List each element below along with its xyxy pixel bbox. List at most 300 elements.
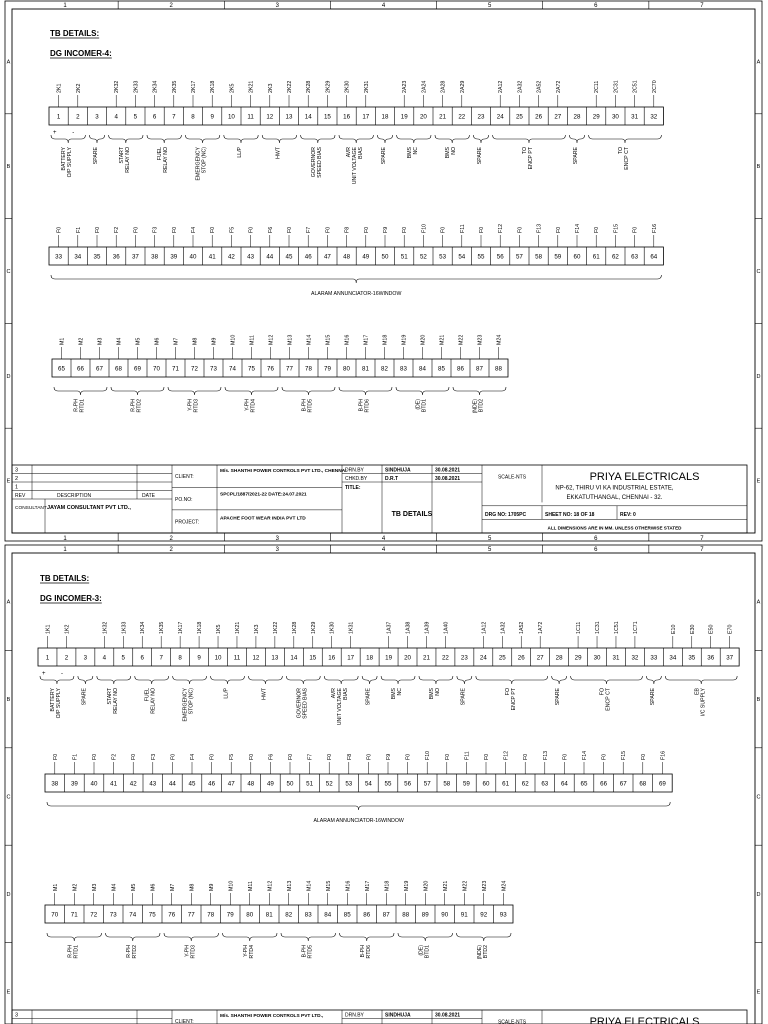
group-label-line: BMS — [445, 147, 452, 159]
group-label — [93, 146, 99, 164]
title-block — [12, 465, 747, 533]
group-label — [473, 399, 485, 414]
column-number: 1 — [63, 3, 67, 9]
group-label-line: Y-PH — [244, 399, 251, 411]
wire-number: F10 — [421, 223, 428, 233]
title-label: TITLE: — [345, 485, 361, 491]
revision-number: 3 — [15, 467, 19, 474]
wire-number: M4 — [111, 883, 118, 891]
minus-sign: - — [60, 671, 63, 677]
wire-number: M24 — [501, 880, 508, 891]
terminal-number: 17 — [347, 654, 355, 662]
group-brace — [282, 387, 335, 395]
group-brace — [106, 933, 161, 941]
group-brace — [435, 135, 469, 143]
terminal-number: 49 — [266, 780, 274, 788]
group-label — [224, 687, 230, 698]
scale-text: SCALE-NTS — [497, 1019, 527, 1024]
project-label: PROJECT: — [175, 519, 200, 526]
checked-by: D.R.T — [385, 476, 399, 482]
terminal-number: 51 — [400, 253, 408, 261]
terminal-number: 8 — [178, 654, 182, 662]
wire-number: F9 — [383, 226, 389, 233]
wire-number: M21 — [442, 880, 449, 891]
group-brace — [185, 135, 219, 143]
group-brace — [552, 676, 567, 684]
wire-number: M13 — [286, 880, 293, 891]
terminal-number: 67 — [96, 365, 103, 373]
wire-number: 1K1 — [45, 624, 52, 634]
wire-number: F5 — [229, 226, 236, 233]
wire-number: F0 — [562, 753, 569, 760]
wire-number: 2K35 — [171, 80, 178, 93]
wire-number: M7 — [169, 883, 176, 891]
wire-number: F0 — [479, 226, 485, 233]
terminal-strip-3 — [52, 335, 508, 414]
terminal-strip-1 — [49, 80, 663, 184]
group-label-line: ENCP CT — [624, 147, 630, 170]
group-label-line: ENCP CT — [605, 688, 612, 711]
terminal-number: 74 — [129, 911, 137, 919]
wire-number: 1A72 — [538, 621, 545, 634]
wire-number: M17 — [363, 334, 370, 345]
terminal-number: 9 — [210, 113, 214, 121]
group-label-line: SPARE — [93, 147, 99, 165]
group-brace — [173, 676, 207, 684]
group-brace — [47, 802, 670, 810]
wire-number: F0 — [56, 226, 63, 233]
wire-number: 1A52 — [519, 621, 526, 634]
terminal-number: 18 — [381, 113, 389, 121]
terminal-number: 79 — [226, 911, 234, 919]
group-label — [573, 146, 579, 164]
checked-by-label: CHKD.BY — [345, 476, 368, 482]
group-brace — [224, 135, 258, 143]
dimension-note: ALL DIMENSIONS ARE IN MM. UNLESS OTHERWISE STATED — [547, 525, 682, 531]
group-brace — [135, 676, 169, 684]
drawing-title: TB DETAILS — [391, 511, 433, 518]
wire-number: F4 — [190, 753, 196, 760]
terminal-number: 43 — [149, 780, 157, 788]
wire-number: F13 — [536, 223, 543, 233]
wire-number: M10 — [228, 880, 235, 891]
wire-number: F0 — [594, 226, 601, 233]
group-label-line: RTD1 — [79, 399, 86, 413]
row-letter: A — [756, 59, 761, 66]
wire-number: M3 — [91, 883, 98, 891]
group-label-line: RELAY NO — [112, 688, 119, 714]
wire-number: 1C11 — [576, 621, 583, 634]
group-brace — [51, 135, 85, 143]
terminal-number: 27 — [554, 113, 562, 121]
group-label — [600, 687, 612, 711]
wire-number: 1A39 — [424, 621, 431, 634]
terminal-number: 3 — [83, 654, 88, 662]
group-label — [445, 146, 457, 158]
group-brace — [396, 387, 449, 395]
group-label-line: RTD6 — [365, 945, 372, 959]
group-label — [346, 146, 364, 184]
wire-number: M9 — [208, 883, 215, 891]
wire-number: F0 — [287, 226, 293, 233]
terminal-number: 50 — [286, 780, 294, 788]
wire-number: M10 — [230, 334, 237, 345]
terminal-number: 82 — [381, 365, 388, 373]
terminal-number: 63 — [631, 253, 639, 261]
wire-number: 1C51 — [613, 621, 620, 634]
group-label-line: NC — [412, 147, 419, 155]
group-label — [261, 687, 267, 700]
group-brace — [211, 676, 245, 684]
wire-number: M12 — [267, 880, 274, 891]
terminal-number: 9 — [197, 654, 201, 662]
wire-number: F8 — [344, 226, 351, 233]
group-label — [381, 146, 387, 164]
group-label — [119, 146, 131, 173]
terminal-number: 60 — [573, 253, 581, 261]
group-label-line: TO — [618, 147, 624, 155]
terminal-number: 60 — [482, 780, 490, 788]
group-brace — [281, 933, 336, 941]
wire-number: 1K31 — [348, 621, 355, 634]
group-brace — [398, 933, 453, 941]
group-label-line: R-PH — [73, 399, 80, 412]
terminal-number: 92 — [480, 911, 488, 919]
wire-number: 2A52 — [536, 80, 543, 93]
terminal-number: 20 — [404, 654, 411, 662]
wire-number: M3 — [97, 337, 104, 345]
group-label — [618, 146, 630, 170]
wire-number: F0 — [402, 226, 409, 233]
group-brace — [248, 676, 282, 684]
terminal-number: 80 — [246, 911, 254, 919]
wire-number: F0 — [523, 753, 530, 760]
wire-number: 1A32 — [500, 621, 507, 634]
terminal-number: 71 — [172, 365, 179, 373]
group-label-line: FUEL — [144, 688, 151, 702]
wire-number: F15 — [613, 223, 620, 233]
group-label — [126, 945, 138, 959]
terminal-number: 21 — [439, 113, 447, 121]
group-label-line: EMERGENCY — [182, 688, 189, 722]
wire-number: F0 — [440, 226, 447, 233]
terminal-number: 59 — [554, 253, 562, 261]
column-number: 2 — [169, 547, 173, 553]
row-letter: A — [6, 59, 11, 66]
wire-number: F0 — [171, 226, 178, 233]
group-label — [694, 687, 706, 716]
column-number: 6 — [594, 3, 598, 9]
group-label-line: BTD1 — [424, 945, 431, 959]
column-number: 5 — [487, 3, 492, 9]
terminal-number: 90 — [441, 911, 449, 919]
column-number: 3 — [275, 547, 280, 553]
consultant-label: CONSULTANT — [15, 506, 47, 511]
group-label-line: BMS — [406, 147, 413, 159]
group-label-line: RTD5 — [307, 399, 314, 413]
terminal-number: 44 — [168, 780, 176, 788]
group-brace — [223, 933, 278, 941]
row-letter: D — [6, 373, 11, 380]
terminal-number: 64 — [560, 780, 568, 788]
terminal-number: 33 — [650, 654, 658, 662]
checked-date: 30.08.2021 — [435, 476, 461, 482]
terminal-number: 22 — [441, 654, 449, 662]
group-label-line: BTD1 — [421, 399, 428, 413]
group-label — [477, 945, 489, 960]
wire-number: E10 — [670, 624, 677, 634]
terminal-number: 46 — [304, 253, 312, 261]
terminal-number: 30 — [611, 113, 619, 121]
terminal-number: 25 — [515, 113, 523, 121]
terminal-number: 58 — [535, 253, 543, 261]
group-brace — [453, 387, 506, 395]
group-label — [296, 687, 308, 718]
terminal-number: 62 — [521, 780, 529, 788]
wire-number: 2K31 — [363, 80, 370, 93]
wire-number: M4 — [116, 337, 123, 345]
terminal-number: 34 — [669, 654, 677, 662]
terminal-number: 19 — [385, 654, 393, 662]
row-letter: D — [756, 891, 761, 898]
terminal-number: 21 — [423, 654, 430, 662]
terminal-number: 70 — [51, 911, 59, 919]
group-brace — [457, 676, 472, 684]
row-letter: C — [756, 269, 761, 275]
wire-number: 2K32 — [114, 80, 121, 93]
terminal-number: 10 — [227, 113, 235, 121]
group-label-line: SPEED BIAS — [316, 147, 323, 178]
terminal-number: 47 — [227, 780, 235, 788]
drawn-by-label: DRN.BY — [345, 467, 364, 474]
group-label-line: RELAY NO — [150, 688, 157, 714]
wire-number: F5 — [229, 753, 236, 760]
terminal-number: 86 — [457, 365, 464, 373]
group-brace — [339, 135, 373, 143]
wire-number: 1A37 — [386, 621, 393, 634]
column-number: 3 — [275, 3, 280, 9]
group-label-line: BTD2 — [482, 945, 489, 959]
group-label-line: RTD2 — [131, 945, 138, 959]
group-brace — [569, 135, 584, 143]
terminal-number: 48 — [343, 253, 351, 261]
date-header: DATE — [142, 493, 155, 499]
group-label — [416, 399, 428, 413]
terminal-number: 75 — [248, 365, 255, 373]
wire-number: 2K33 — [133, 80, 140, 93]
wire-number: 1K28 — [291, 621, 298, 634]
group-label-line: NC — [397, 688, 404, 696]
terminal-number: 78 — [305, 365, 312, 373]
terminal-number: 51 — [306, 780, 314, 788]
wire-number: F15 — [621, 750, 628, 760]
wire-number: F0 — [444, 753, 451, 760]
group-label — [237, 146, 243, 157]
wire-number: 1A40 — [443, 621, 450, 634]
wire-number: 1C71 — [632, 621, 639, 634]
terminal-number: 55 — [384, 780, 392, 788]
group-label-line: (DE) — [418, 945, 425, 956]
wire-number: M17 — [364, 880, 371, 891]
group-label-line: BMS — [391, 688, 398, 700]
terminal-number: 65 — [580, 780, 588, 788]
group-brace — [109, 135, 143, 143]
group-brace — [493, 135, 566, 143]
group-brace — [40, 676, 74, 684]
group-label-line: BATTERY — [49, 688, 56, 712]
wire-number: F0 — [248, 226, 255, 233]
group-brace — [111, 387, 164, 395]
terminal-number: 2 — [76, 113, 80, 121]
terminal-number: 84 — [324, 911, 332, 919]
terminal-number: 37 — [726, 654, 734, 662]
terminal-number: 18 — [366, 654, 374, 662]
group-label — [366, 687, 372, 705]
wire-number: F0 — [363, 226, 370, 233]
group-label-line: R-PH — [130, 399, 137, 412]
group-label-line: FO — [504, 688, 511, 696]
terminal-number: 77 — [187, 911, 195, 919]
group-label-line: Y-PH — [242, 945, 249, 957]
group-label-line: RTD2 — [136, 399, 143, 413]
group-label-line: FUEL — [157, 147, 164, 161]
terminal-number: 25 — [498, 654, 506, 662]
terminal-number: 30 — [593, 654, 601, 662]
wire-number: F6 — [268, 753, 275, 760]
terminal-number: 20 — [419, 113, 427, 121]
group-brace — [397, 135, 431, 143]
wire-number: 2C11 — [594, 80, 601, 93]
terminal-number: 37 — [131, 253, 139, 261]
group-label-line: SPARE — [460, 688, 467, 706]
wire-number: F0 — [95, 226, 101, 233]
wire-number: M19 — [401, 334, 408, 345]
revision-value: REV: 0 — [620, 512, 636, 518]
group-label — [522, 146, 534, 169]
wire-number: 1K5 — [216, 624, 223, 634]
wire-number: 1K34 — [140, 621, 147, 634]
terminal-number: 39 — [170, 253, 178, 261]
section-subheading: DG INCOMER-3: — [40, 594, 102, 603]
drawing-sheet-2 — [5, 545, 762, 1024]
wire-number: M9 — [211, 337, 218, 345]
row-letter: C — [756, 794, 761, 801]
wire-number: 2K5 — [229, 83, 236, 93]
terminal-number: 35 — [688, 654, 696, 662]
wire-number: 2K30 — [344, 80, 351, 93]
wire-number: M2 — [72, 883, 79, 891]
title-block — [12, 1010, 747, 1024]
wire-number: F2 — [111, 753, 118, 760]
company-address-1: NP-62, THIRU VI KA INDUSTRIAL ESTATE, — [555, 485, 674, 492]
group-brace — [476, 676, 548, 684]
group-label-line: Y-PH — [187, 399, 194, 411]
group-label-line: O/P SUPPLY — [67, 147, 74, 178]
terminal-number: 17 — [362, 113, 370, 121]
group-label-line: SPARE — [649, 688, 656, 706]
terminal-number: 41 — [110, 780, 118, 788]
group-label-line: B-PH — [301, 399, 308, 412]
wire-number: M8 — [189, 883, 196, 891]
group-brace — [78, 676, 93, 684]
wire-number: M19 — [403, 880, 410, 891]
wire-number: 2A72 — [555, 80, 562, 93]
terminal-number: 31 — [631, 113, 639, 121]
wire-number: 1K29 — [310, 621, 317, 634]
drawn-date: 30.08.2021 — [435, 1012, 461, 1019]
company-name: PRIYA ELECTRICALS — [589, 470, 700, 483]
wire-number: F7 — [307, 753, 314, 760]
wire-number: M20 — [420, 334, 427, 345]
terminal-number: 39 — [70, 780, 78, 788]
group-brace — [47, 933, 102, 941]
terminal-number: 77 — [286, 365, 293, 373]
group-label — [418, 945, 430, 959]
wire-number: 2C51 — [632, 80, 639, 93]
terminal-number: 7 — [159, 654, 163, 662]
group-label-line: RELAY NO — [163, 147, 170, 173]
wire-number: M18 — [384, 880, 391, 891]
group-label-line: SPARE — [555, 688, 562, 706]
wire-number: M24 — [496, 334, 503, 345]
wire-number: F0 — [366, 753, 373, 760]
row-letter: E — [756, 989, 761, 996]
wire-number: 1K17 — [178, 621, 185, 634]
group-label — [331, 687, 349, 725]
wire-number: F3 — [152, 226, 159, 233]
wire-number: 2A28 — [440, 80, 447, 93]
column-number: 7 — [700, 536, 704, 542]
group-brace — [324, 676, 358, 684]
wire-number: F0 — [484, 753, 490, 760]
wire-number: F0 — [601, 753, 608, 760]
group-label-line: (NDE) — [472, 399, 479, 414]
row-letter: B — [6, 164, 11, 171]
terminal-number: 13 — [271, 654, 279, 662]
wire-number: 1K30 — [329, 621, 336, 634]
terminal-number: 28 — [555, 654, 563, 662]
wire-number: F9 — [386, 753, 392, 760]
terminal-number: 36 — [707, 654, 715, 662]
client-label: CLIENT: — [175, 1018, 194, 1024]
wire-number: F6 — [267, 226, 274, 233]
wire-number: F4 — [191, 226, 197, 233]
row-letter: C — [6, 794, 11, 801]
wire-number: M15 — [325, 334, 332, 345]
terminal-number: 33 — [55, 253, 63, 261]
scale-text: SCALE-NTS — [497, 474, 527, 481]
terminal-number: 45 — [188, 780, 196, 788]
group-label — [81, 687, 87, 705]
column-number: 2 — [169, 3, 173, 9]
group-label-line: AVR — [346, 147, 353, 158]
terminal-number: 65 — [58, 365, 65, 373]
row-letter: B — [6, 697, 11, 704]
group-brace — [54, 387, 107, 395]
row-letter: E — [6, 478, 11, 485]
group-brace — [164, 933, 219, 941]
terminal-number: 29 — [574, 654, 582, 662]
group-label-line: STOP (NC) — [201, 147, 208, 174]
wire-number: 1K21 — [234, 621, 241, 634]
terminal-number: 87 — [382, 911, 390, 919]
wire-number: F0 — [248, 753, 255, 760]
group-label-line: NO — [451, 147, 458, 155]
wire-number: M12 — [268, 334, 275, 345]
group-label-line: O/P SUPPLY — [55, 688, 62, 719]
group-label-line: SPARE — [365, 688, 372, 706]
wire-number: 1A12 — [481, 621, 488, 634]
